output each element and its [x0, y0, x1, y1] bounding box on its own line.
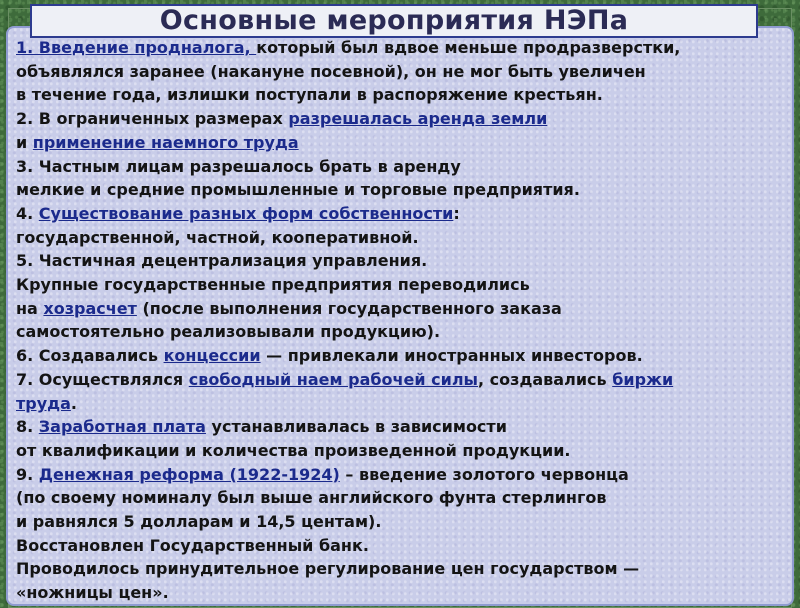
- text-segment: объявлялся заранее (накануне посевной), он не мог быть увеличен: [16, 61, 646, 81]
- text-line: [16, 320, 794, 344]
- text-line: [16, 273, 794, 297]
- text-segment: на: [16, 298, 44, 318]
- text-segment: и равнялся 5 долларам и 14,5 центам).: [16, 512, 382, 532]
- underlined-term: Заработная плата: [38, 417, 206, 437]
- text-segment: «ножницы цен».: [16, 583, 169, 603]
- text-line: [16, 297, 794, 321]
- text-segment: который был вдвое меньше продразверстки,: [256, 38, 681, 57]
- text-line: [16, 226, 794, 250]
- text-line: [16, 581, 794, 605]
- text-line: [16, 202, 794, 226]
- underlined-term: биржи: [612, 369, 674, 389]
- text-segment: устанавливалась в зависимости: [205, 417, 507, 437]
- text-segment: в течение года, излишки поступали в распоряжение крестьян.: [16, 85, 603, 105]
- text-line: [16, 249, 794, 273]
- text-line: [16, 131, 794, 155]
- text-line: [16, 557, 794, 581]
- title-box: [30, 4, 758, 38]
- text-line: [16, 534, 794, 558]
- text-line: [16, 368, 794, 392]
- text-segment: государственной, частной, кооперативной.: [16, 227, 419, 247]
- text-segment: :: [453, 203, 460, 223]
- text-line: [16, 415, 794, 439]
- text-segment: 8.: [16, 417, 39, 437]
- text-segment: 9.: [16, 464, 39, 484]
- content-panel: [6, 26, 794, 606]
- text-segment: и: [16, 132, 33, 152]
- text-line: [16, 392, 794, 416]
- text-line: [16, 178, 794, 202]
- text-segment: 4.: [16, 203, 39, 223]
- text-segment: мелкие и средние промышленные и торговые предприятия.: [16, 180, 580, 200]
- text-segment: Крупные государственные предприятия переводились: [16, 275, 530, 295]
- text-line: [16, 344, 794, 368]
- text-segment: 2. В ограниченных размерах: [16, 109, 289, 129]
- text-segment: 6. Создавались: [16, 346, 164, 366]
- text-segment: , создавались: [478, 369, 613, 389]
- underlined-term: 1. Введение продналога,: [16, 38, 257, 57]
- underlined-term: Существование разных форм собственности: [38, 203, 454, 223]
- text-line: [16, 510, 794, 534]
- text-segment: самостоятельно реализовывали продукцию).: [16, 322, 441, 342]
- text-segment: 3. Частным лицам разрешалось брать в аренду: [16, 156, 461, 176]
- text-line: [16, 463, 794, 487]
- underlined-term: концессии: [163, 346, 261, 366]
- text-segment: Восстановлен Государственный банк.: [16, 535, 369, 555]
- page-title: Основные мероприятия НЭПа: [159, 5, 629, 36]
- text-line: [16, 439, 794, 463]
- underlined-term: Денежная реформа (1922-1924): [38, 464, 340, 484]
- text-line: [16, 155, 794, 179]
- text-line: [16, 36, 794, 60]
- text-segment: Проводилось принудительное регулирование цен государством —: [16, 559, 640, 579]
- underlined-term: труда: [16, 393, 71, 413]
- text-segment: – введение золотого червонца: [339, 464, 629, 484]
- text-line: [16, 60, 794, 84]
- text-line: [16, 107, 794, 131]
- text-segment: (после выполнения государственного заказа: [136, 298, 562, 318]
- text-segment: .: [70, 393, 77, 413]
- text-segment: (по своему номиналу был выше английского фунта стерлингов: [16, 488, 607, 508]
- text-segment: 5. Частичная децентрализация управления.: [16, 251, 428, 271]
- text-body: [16, 36, 794, 605]
- underlined-term: свободный наем рабочей силы: [188, 369, 479, 389]
- underlined-term: разрешалась аренда земли: [288, 109, 548, 129]
- text-segment: от квалификации и количества произведенной продукции.: [16, 440, 571, 460]
- text-segment: — привлекали иностранных инвесторов.: [260, 346, 643, 366]
- text-segment: 7. Осуществлялся: [16, 369, 189, 389]
- underlined-term: хозрасчет: [43, 298, 137, 318]
- text-line: [16, 486, 794, 510]
- underlined-term: применение наемного труда: [32, 132, 299, 152]
- text-line: [16, 83, 794, 107]
